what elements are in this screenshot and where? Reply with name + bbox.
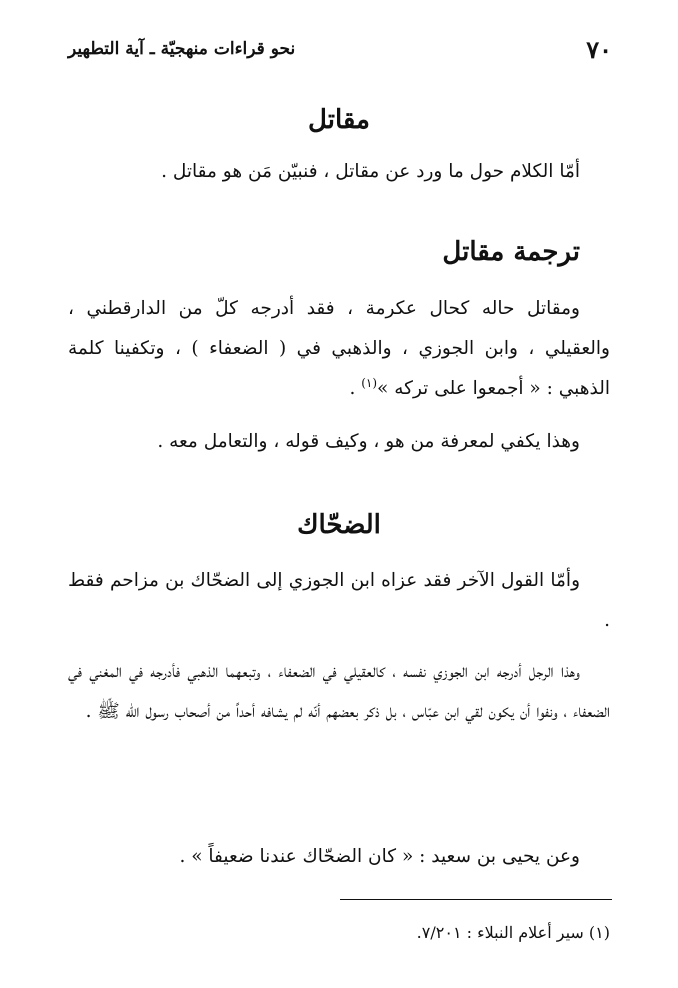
section-heading-dahhak: الضحّاك bbox=[297, 510, 381, 540]
page-number: ٧٠ bbox=[586, 34, 612, 64]
paragraph: وهذا الرجل أدرجه ابن الجوزي نفسه ، كالعقيلي في الضعفاء ، وتبعهما الذهبي فأدرجه في المغني في الضعفاء ، ونفوا أن يكون لقي ابن عبّاس ، بل ذكر بعضهم أنّه لم يشافه أحداً من أصحاب رسول الله ﷺ . bbox=[68, 661, 610, 722]
paragraph-text: ومقاتل حاله كحال عكرمة ، فقد أدرجه كلّ من الدارقطني ، والعقيلي ، وابن الجوزي ، والذهبي في ( الضعفاء ) ، وتكفينا كلمة الذهبي : « أجمعوا على تركه » bbox=[68, 298, 610, 399]
footnote-divider bbox=[340, 899, 612, 900]
paragraph: وأمّا القول الآخر فقد عزاه ابن الجوزي إلى الضحّاك بن مزاحم فقط . bbox=[68, 570, 610, 631]
section-heading-muqatil: مقاتل bbox=[308, 105, 370, 135]
footnote-marker: (١) bbox=[361, 375, 378, 390]
footnote: (١) سير أعلام النبلاء : ٧/٢٠١. bbox=[416, 923, 610, 942]
paragraph: أمّا الكلام حول ما ورد عن مقاتل ، فنبيّن مَن هو مقاتل . bbox=[161, 161, 580, 182]
paragraph: ومقاتل حاله كحال عكرمة ، فقد أدرجه كلّ من الدارقطني ، والعقيلي ، وابن الجوزي ، والذهبي في ( الضعفاء ) ، وتكفينا كلمة الذهبي : « أجمعوا على تركه »$^{(١)}$ . bbox=[68, 298, 610, 399]
running-title: نحو قراءات منهجيّة ـ آية التطهير bbox=[68, 39, 296, 59]
running-head bbox=[68, 32, 612, 66]
paragraph: وعن يحيى بن سعيد : « كان الضحّاك عندنا ضعيفاً » . bbox=[179, 846, 580, 867]
paragraph: وهذا يكفي لمعرفة من هو ، وكيف قوله ، والتعامل معه . bbox=[157, 431, 580, 452]
section-heading-muqatil-biography: ترجمة مقاتل bbox=[442, 237, 580, 267]
